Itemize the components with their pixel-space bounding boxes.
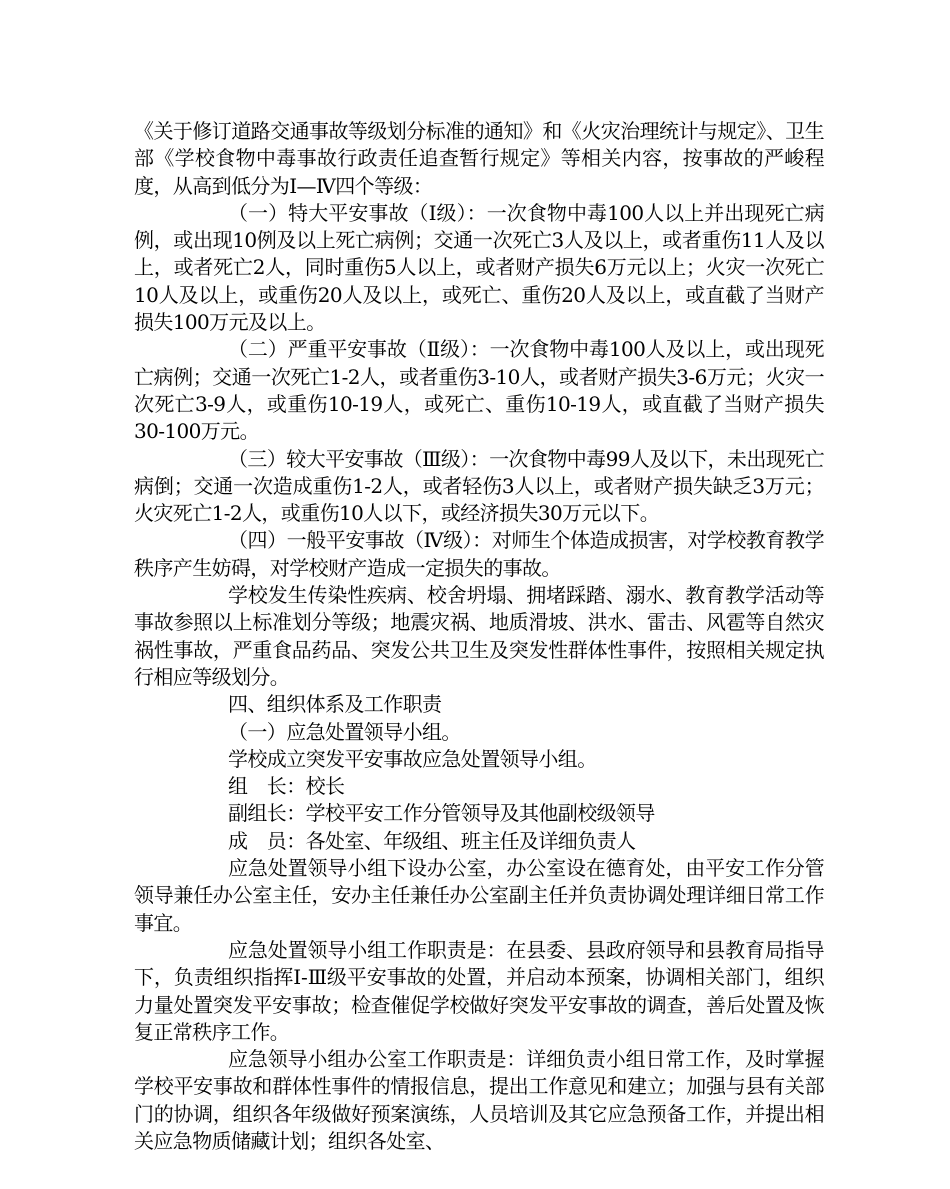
team-leader-line: 组 长：校长 — [228, 774, 345, 799]
members-line: 成 员：各处室、年级组、班主任及详细负责人 — [228, 828, 636, 853]
document-page — [134, 118, 824, 1155]
deputy-leader-line: 副组长：学校平安工作分管领导及其他副校级领导 — [228, 801, 655, 826]
paragraph-level-3: （三）较大平安事故（Ⅲ级）：一次食物中毒99人及以下，未出现死亡病倒；交通一次造成重伤1-2人，或者轻伤3人以上，或者财产损失缺乏3万元；火灾死亡1-2人，或重伤10人以下，或经济损失30万元以下。 — [134, 446, 824, 526]
paragraph-team-setup: 学校成立突发平安事故应急处置领导小组。 — [228, 746, 597, 771]
paragraph-level-2: （二）严重平安事故（Ⅱ级）：一次食物中毒100人及以上，或出现死亡病例；交通一次死亡1-2人，或者重伤3-10人，或者财产损失3-6万元；火灾一次死亡3-9人，或重伤10-19人，或死亡、重伤10-19人，或直截了当财产损失30-100万元。 — [134, 337, 824, 444]
paragraph-level-1: （一）特大平安事故（Ⅰ级）：一次食物中毒100人以上并出现死亡病例，或出现10例及以上死亡病例；交通一次死亡3人及以上，或者重伤11人及以上，或者死亡2人，同时重伤5人以上，或者财产损失6万元以上；火灾一次死亡10人及以上，或重伤20人及以上，或死亡、重伤20人及以上，或直截了当财产损失100万元及以上。 — [134, 200, 824, 335]
paragraph-other-events: 学校发生传染性疾病、校舍坍塌、拥堵踩踏、溺水、教育教学活动等事故参照以上标准划分等级；地震灾祸、地质滑坡、洪水、雷击、风雹等自然灾祸性事故，严重食品药品、突发公共卫生及突发性群体性事件，按照相关规定执行相应等级划分。 — [134, 583, 824, 689]
paragraph-intro: 《关于修订道路交通事故等级划分标准的通知》和《火灾治理统计与规定》、卫生部《学校食物中毒事故行政责任追查暂行规定》等相关内容，按事故的严峻程度，从高到低分为Ⅰ—Ⅳ四个等级： — [134, 119, 824, 198]
subsection-heading: （一）应急处置领导小组。 — [228, 719, 461, 744]
paragraph-level-4: （四）一般平安事故（Ⅳ级）：对师生个体造成损害，对学校教育教学秩序产生妨碍，对学校财产造成一定损失的事故。 — [134, 528, 824, 580]
paragraph-team-duties: 应急处置领导小组工作职责是：在县委、县政府领导和县教育局指导下，负责组织指挥Ⅰ-Ⅲ级平安事故的处置，并启动本预案，协调相关部门，组织力量处置突发平安事故；检查催促学校做好突发平安事故的调查，善后处置及恢复正常秩序工作。 — [134, 937, 824, 1044]
paragraph-office: 应急处置领导小组下设办公室，办公室设在德育处，由平安工作分管领导兼任办公室主任，安办主任兼任办公室副主任并负责协调处理详细日常工作事宜。 — [134, 856, 824, 935]
section-heading: 四、组织体系及工作职责 — [228, 692, 442, 717]
paragraph-office-duties: 应急领导小组办公室工作职责是：详细负责小组日常工作，及时掌握学校平安事故和群体性事件的情报信息，提出工作意见和建立；加强与县有关部门的协调，组织各年级做好预案演练，人员培训及其它应急预备工作，并提出相关应急物质储藏计划；组织各处室、 — [134, 1047, 824, 1153]
